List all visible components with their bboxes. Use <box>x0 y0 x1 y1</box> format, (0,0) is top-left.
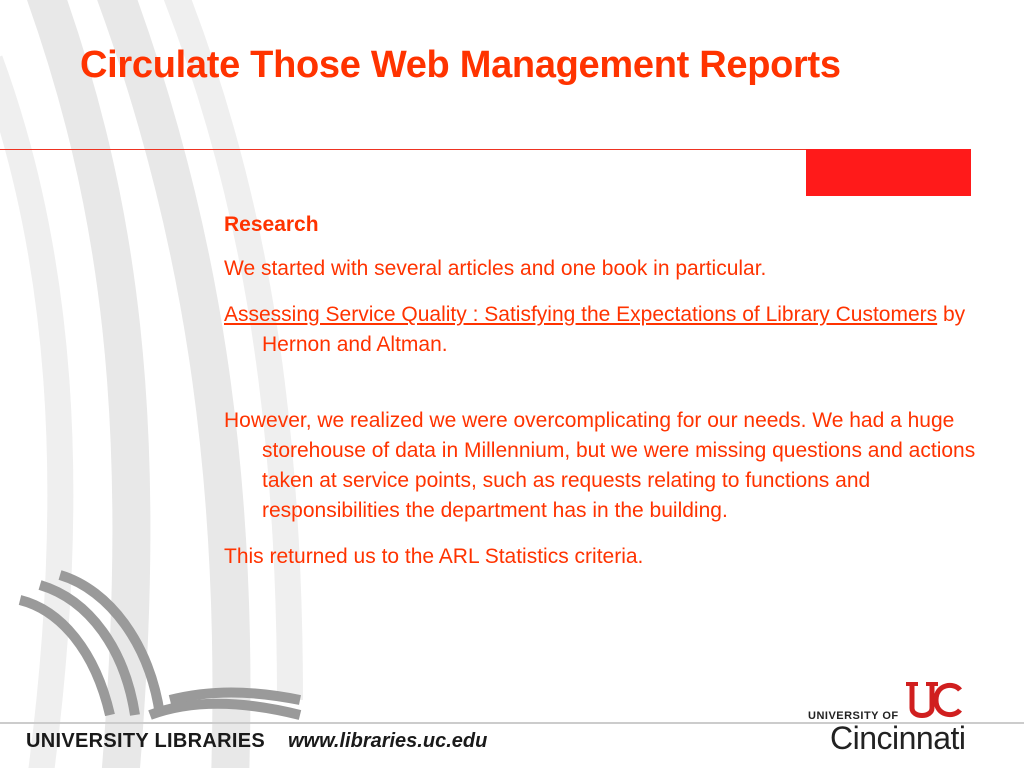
footer-university-libraries: UNIVERSITY LIBRARIES <box>26 730 265 752</box>
title-divider-line <box>0 149 806 150</box>
footer-url-link[interactable]: www.libraries.uc.edu <box>288 730 488 752</box>
section-heading: Research <box>224 213 319 236</box>
paragraph-intro: We started with several articles and one book in particular. <box>224 257 767 280</box>
paragraph-book <box>224 300 994 360</box>
spacer <box>224 376 994 406</box>
slide-title: Circulate Those Web Management Reports <box>80 44 841 86</box>
book-authors: by Hernon and Altman. <box>262 303 966 356</box>
paragraph-realization: However, we realized we were overcomplicating for our needs. We had a huge storehouse of data in Millennium, but we were missing questions and actions taken at service points, such as requests relating to functions and responsibilities the department has in the building. <box>224 409 976 522</box>
logo-cincinnati: Cincinnati <box>830 720 966 756</box>
university-logo <box>808 680 988 760</box>
uc-monogram-icon <box>904 680 964 724</box>
slide-body <box>224 210 994 588</box>
logo-university-of: UNIVERSITY OF <box>808 710 899 722</box>
accent-block <box>806 149 971 196</box>
book-title-link[interactable]: Assessing Service Quality : Satisfying the Expectations of Library Customers <box>224 303 938 326</box>
paragraph-conclusion: This returned us to the ARL Statistics criteria. <box>224 545 644 568</box>
